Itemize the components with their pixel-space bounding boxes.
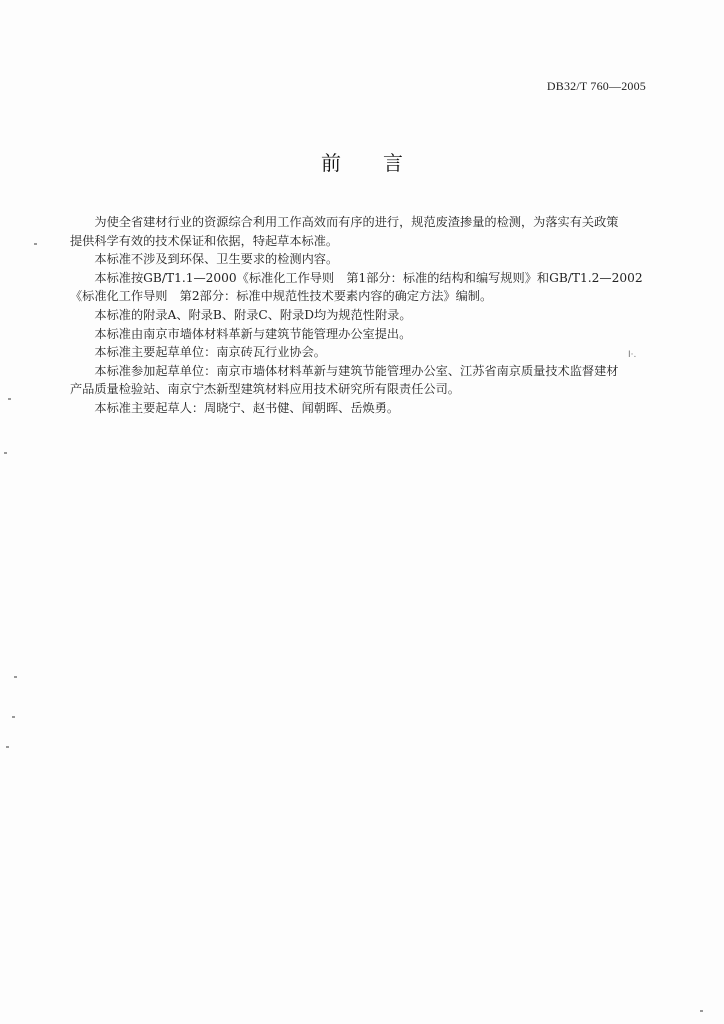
paragraph-purpose: [70, 213, 656, 250]
scan-speck: [4, 452, 7, 454]
page-title: 前言: [321, 151, 445, 175]
paragraph-main-drafting-unit: [70, 343, 656, 362]
document-number: DB32/T 760—2005: [546, 79, 646, 93]
paragraph-line: 产品质量检验站、南京宁杰新型建筑材料应用技术研究所有限责任公司。: [70, 382, 460, 397]
scan-speck: [34, 243, 37, 245]
scan-speck: [12, 716, 15, 718]
paragraph-line: 本标准的附录A、附录B、附录C、附录D均为规范性附录。: [94, 307, 412, 322]
paragraph-appendices: [70, 306, 656, 325]
paragraph-scope: [70, 250, 656, 269]
stray-mark: I·.: [628, 350, 637, 360]
paragraph-line: 《标准化工作导则 第2部分：标准中规范性技术要素内容的确定方法》编制。: [70, 289, 493, 304]
paragraph-line: 提供科学有效的技术保证和依据，特起草本标准。: [70, 233, 339, 248]
foreword-body: [70, 213, 656, 418]
paragraph-line: 本标准参加起草单位：南京市墙体材料革新与建筑节能管理办公室、江苏省南京质量技术监督建材: [94, 363, 619, 378]
paragraph-drafting-basis: [70, 269, 656, 306]
paragraph-proposer: [70, 325, 656, 344]
paragraph-line: 本标准主要起草人：周晓宁、赵书健、闻朝晖、岳焕勇。: [94, 400, 400, 415]
paragraph-drafters: [70, 399, 656, 418]
scan-speck: [700, 1010, 703, 1012]
scan-speck: [6, 746, 9, 748]
scan-speck: [14, 676, 17, 678]
paragraph-line: 本标准主要起草单位：南京砖瓦行业协会。: [94, 345, 326, 360]
paragraph-line: 本标准按GB/T1.1—2000《标准化工作导则 第1部分：标准的结构和编写规则》和GB/T1.2—2002: [94, 270, 643, 285]
paragraph-participating-units: [70, 362, 656, 399]
paragraph-line: 本标准由南京市墙体材料革新与建筑节能管理办公室提出。: [94, 326, 412, 341]
paragraph-line: 本标准不涉及到环保、卫生要求的检测内容。: [94, 252, 339, 267]
scan-speck: [8, 398, 11, 400]
paragraph-line: 为使全省建材行业的资源综合利用工作高效而有序的进行，规范废渣掺量的检测，为落实有关政策: [94, 215, 619, 229]
